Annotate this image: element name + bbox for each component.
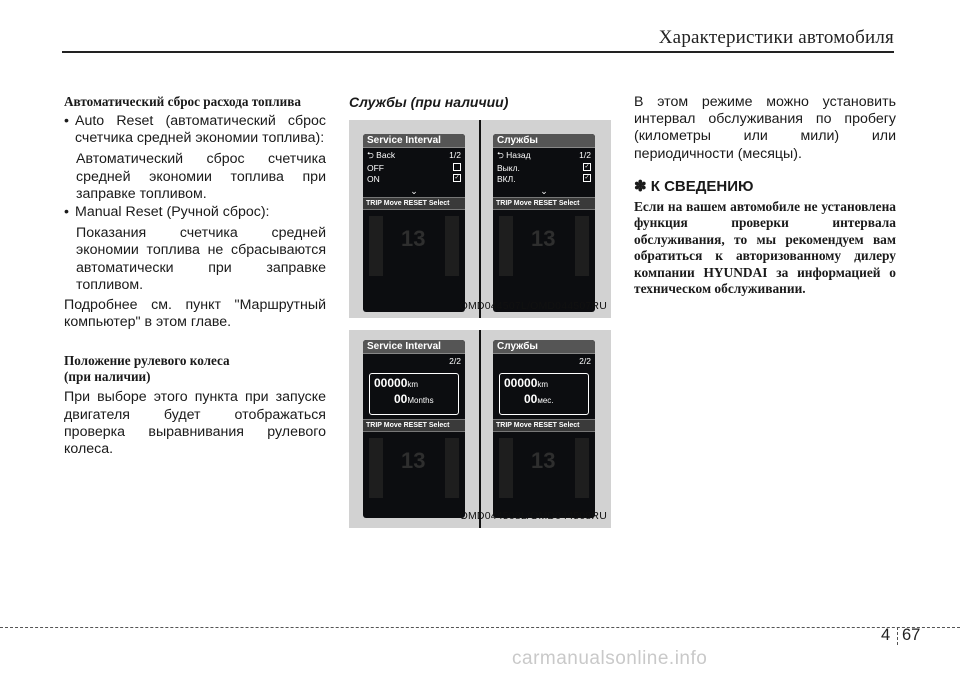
- checkbox-off: ✓: [584, 164, 590, 171]
- heading-steering-line2: (при наличии): [64, 369, 151, 385]
- screen-title: Службы: [493, 134, 595, 148]
- option-off: Выкл.: [497, 163, 520, 174]
- background-digits: 13: [401, 226, 426, 252]
- paragraph-steering: При выборе этого пункта при запуске двигателя будет отображаться проверка выравнивания рулевого колеса.: [64, 389, 326, 458]
- screen-title: Службы: [493, 340, 595, 354]
- chevron-down-icon: ⌄: [540, 186, 548, 197]
- column-left: [64, 94, 326, 458]
- section-title-services: Службы (при наличии): [349, 94, 509, 110]
- cluster-background: [363, 210, 465, 280]
- heading-steering-line1: Положение рулевого колеса: [64, 353, 230, 369]
- bullet-manual-reset-desc: Показания счетчика средней экономии топлива не сбрасываются автоматически при заправке топливом.: [76, 225, 326, 293]
- option-on: ВКЛ.: [497, 174, 516, 185]
- cluster-background: [493, 432, 595, 502]
- figure-service-interval-2: [349, 330, 611, 528]
- background-digits: 13: [531, 448, 556, 474]
- background-digits: 13: [531, 226, 556, 252]
- control-bar: TRIP Move RESET Select: [493, 197, 595, 210]
- cluster-background: [363, 432, 465, 502]
- note-heading: [634, 178, 896, 195]
- footer-rule: [0, 627, 960, 628]
- cluster-screen-en-2: [363, 340, 465, 518]
- screen-title: Service Interval: [363, 340, 465, 354]
- distance-value: 00000: [504, 376, 538, 391]
- checkbox-off: [453, 163, 461, 171]
- watermark: carmanualsonline.info: [512, 648, 708, 669]
- cluster-background: [493, 210, 595, 280]
- months-value: 00: [394, 392, 408, 407]
- control-bar: TRIP Move RESET Select: [493, 419, 595, 432]
- page-indicator: 1/2: [579, 150, 591, 161]
- figure-divider: [479, 330, 481, 528]
- chevron-down-icon: ⌄: [410, 186, 418, 197]
- checkbox-on: ✓: [454, 175, 460, 182]
- note-star-icon: ✽: [634, 177, 647, 195]
- heading-steering-position: [64, 353, 326, 385]
- bullet-auto-reset-desc: Автоматический сброс счетчика средней экономии топлива при заправке топливом.: [76, 151, 326, 202]
- paragraph-trip-computer-ref: Подробнее см. пункт "Маршрутный компьютер" в этом главе.: [64, 297, 326, 331]
- checkbox-on: ✓: [584, 175, 590, 182]
- chapter-number: 4: [881, 626, 891, 644]
- option-on: ON: [367, 174, 380, 185]
- option-off: OFF: [367, 163, 384, 174]
- footer-page-divider: [897, 627, 898, 645]
- control-bar: TRIP Move RESET Select: [363, 197, 465, 210]
- header-rule: [62, 51, 894, 53]
- months-value: 00: [524, 392, 538, 407]
- control-bar: TRIP Move RESET Select: [363, 419, 465, 432]
- screen-title: Service Interval: [363, 134, 465, 148]
- figure-service-interval-1: [349, 120, 611, 318]
- interval-box: [369, 373, 459, 415]
- note-body: Если на вашем автомобиле не установлена функция проверки интервала обслуживания, то мы рекомендуем вам обратиться к авторизованному дилеру компании HYUNDAI за информацией о техническом обслуживании.: [634, 199, 896, 297]
- back-label: ⮌ Назад: [497, 150, 531, 161]
- page-number: 67: [902, 626, 921, 644]
- figure-divider: [479, 120, 481, 318]
- cluster-screen-ru-2: [493, 340, 595, 518]
- page-header-title: Характеристики автомобиля: [658, 27, 894, 48]
- distance-unit: km: [407, 380, 419, 390]
- figure-caption-1: OMD044507L/OMD044507RU: [459, 300, 607, 312]
- figure-caption-2: OMD044508L/OMD044508RU: [459, 510, 607, 522]
- cluster-screen-ru-1: [493, 134, 595, 312]
- back-label: ⮌ Back: [367, 150, 396, 161]
- paragraph-service-mode: В этом режиме можно установить интервал обслуживания по пробегу (километры или мили) или периодичности (месяцы).: [634, 94, 896, 162]
- interval-box: [499, 373, 589, 415]
- months-unit: мес.: [537, 396, 554, 406]
- distance-value: 00000: [374, 376, 408, 391]
- page-indicator: 2/2: [579, 356, 591, 367]
- months-unit: Months: [407, 396, 434, 406]
- distance-unit: km: [537, 380, 549, 390]
- page-indicator: 1/2: [449, 150, 461, 161]
- bullet-manual-reset: • Manual Reset (Ручной сброс):: [64, 204, 326, 221]
- heading-auto-reset: Автоматический сброс расхода топлива: [64, 94, 301, 109]
- bullet-auto-reset: • Auto Reset (автоматический сброс счетчика средней экономии топлива):: [64, 113, 326, 147]
- column-middle: [349, 94, 613, 528]
- cluster-screen-en-1: [363, 134, 465, 312]
- background-digits: 13: [401, 448, 426, 474]
- column-right: [634, 94, 896, 297]
- page-indicator: 2/2: [449, 356, 461, 367]
- note-title: К СВЕДЕНИЮ: [650, 177, 754, 195]
